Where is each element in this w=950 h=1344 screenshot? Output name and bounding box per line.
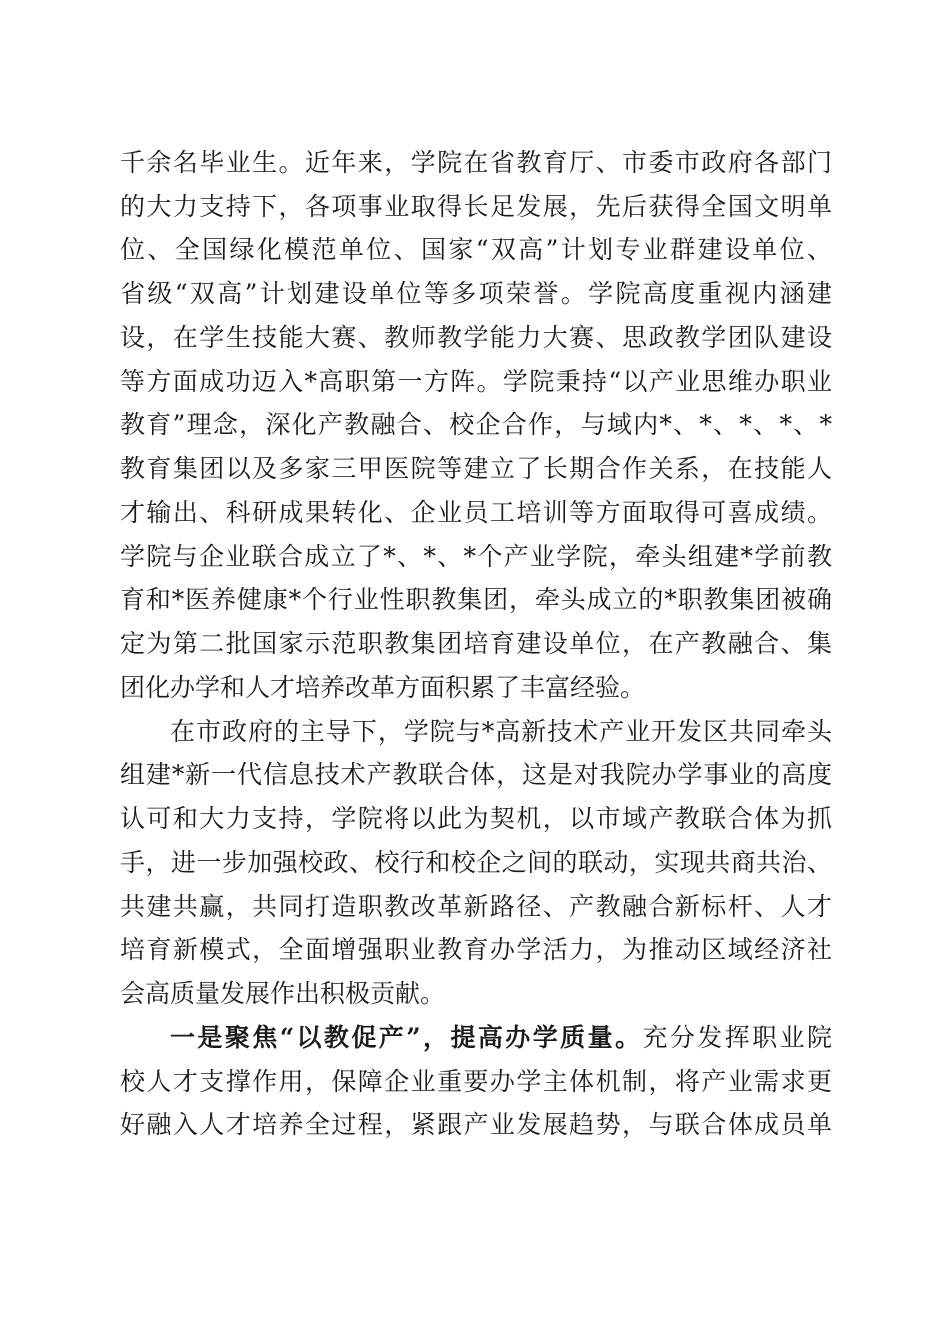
paragraph-1-line-4: 省级“双高”计划建设单位等多项荣誉。学院高度重视内涵建 <box>120 279 832 308</box>
paragraph-2-line-5: 共建共赢，共同打造职教改革新路径、产教融合新标杆、人才 <box>120 892 832 921</box>
paragraph-1-line-1: 千余名毕业生。近年来，学院在省教育厅、市委市政府各部门 <box>120 148 832 177</box>
paragraph-1-line-9: 才输出、科研成果转化、企业员工培训等方面取得可喜成绩。 <box>120 498 832 527</box>
paragraph-1-line-3: 位、全国绿化模范单位、国家“双高”计划专业群建设单位、 <box>120 235 832 264</box>
paragraph-1-line-5: 设，在学生技能大赛、教师教学能力大赛、思政教学团队建设 <box>120 323 832 352</box>
paragraph-1-line-7: 教育”理念，深化产教融合、校企合作，与域内*、*、*、*、* <box>120 410 832 439</box>
paragraph-2-line-7: 会高质量发展作出积极贡献。 <box>120 979 446 1008</box>
paragraph-3-line-3: 好融入人才培养全过程，紧跟产业发展趋势，与联合体成员单 <box>120 1110 832 1139</box>
paragraph-2-line-2: 组建*新一代信息技术产教联合体，这是对我院办学事业的高度 <box>120 760 832 789</box>
paragraph-3-line-1 <box>170 1018 832 1058</box>
paragraph-1-line-11: 育和*医养健康*个行业性职教集团，牵头成立的*职教集团被确 <box>120 585 832 614</box>
paragraph-2-line-4: 手，进一步加强校政、校行和校企之间的联动，实现共商共治、 <box>120 848 832 877</box>
paragraph-1-line-2: 的大力支持下，各项事业取得长足发展，先后获得全国文明单 <box>120 192 832 221</box>
paragraph-2-line-6: 培育新模式，全面增强职业教育办学活力，为推动区域经济社 <box>120 935 832 964</box>
paragraph-1-line-12: 定为第二批国家示范职教集团培育建设单位，在产教融合、集 <box>120 629 832 658</box>
paragraph-3-line-1-rest: 充分发挥职业院 <box>642 1023 832 1052</box>
paragraph-3-heading: 一是聚焦“以教促产”，提高办学质量。 <box>170 1023 643 1052</box>
paragraph-1-line-13: 团化办学和人才培养改革方面积累了丰富经验。 <box>120 673 646 702</box>
paragraph-1-line-10: 学院与企业联合成立了*、*、*个产业学院，牵头组建*学前教 <box>120 542 832 571</box>
paragraph-2-line-1: 在市政府的主导下，学院与*高新技术产业开发区共同牵头 <box>170 717 832 746</box>
paragraph-3-line-2: 校人才支撑作用，保障企业重要办学主体机制，将产业需求更 <box>120 1067 832 1096</box>
paragraph-1-line-6: 等方面成功迈入*高职第一方阵。学院秉持“以产业思维办职业 <box>120 367 832 396</box>
paragraph-1-line-8: 教育集团以及多家三甲医院等建立了长期合作关系，在技能人 <box>120 454 832 483</box>
paragraph-2-line-3: 认可和大力支持，学院将以此为契机，以市域产教联合体为抓 <box>120 804 832 833</box>
